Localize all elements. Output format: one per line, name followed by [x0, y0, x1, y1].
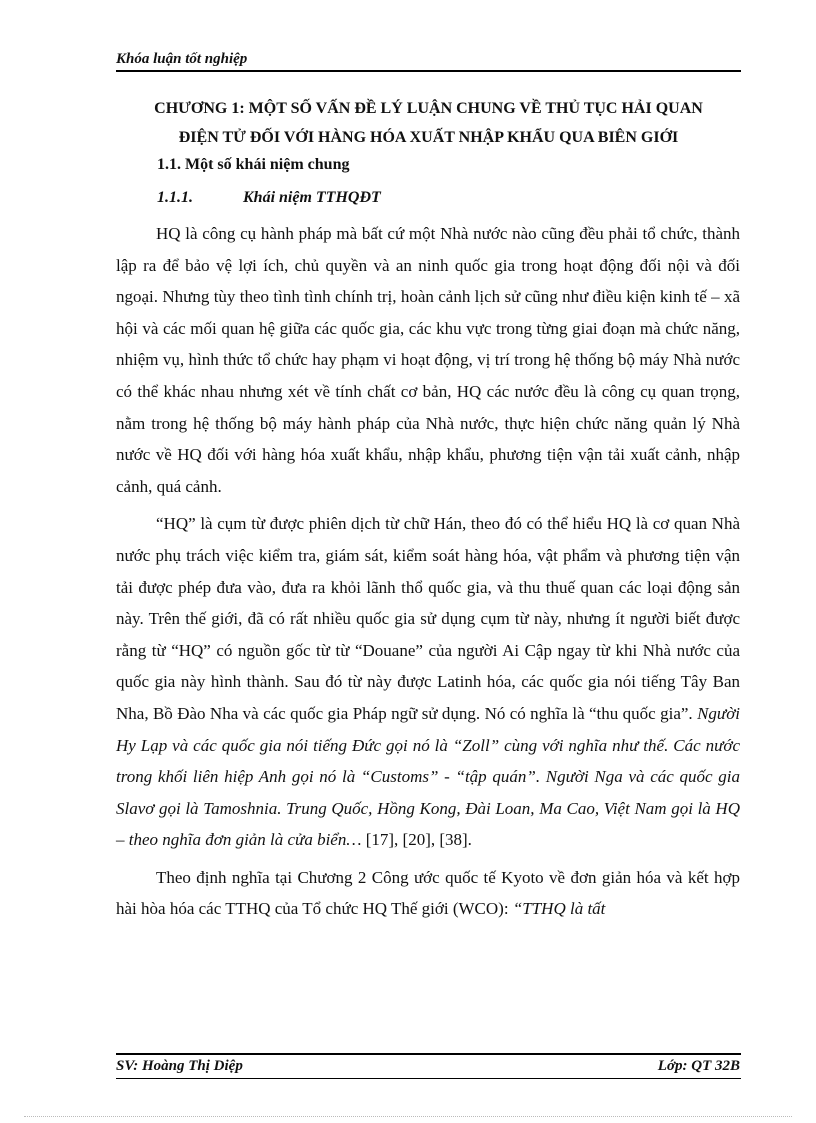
paragraph-3: [116, 862, 740, 925]
footer-class: Lớp: QT 32B: [657, 1058, 740, 1074]
footer-student: SV: Hoàng Thị Diệp: [116, 1058, 243, 1074]
page-bottom-dotted-line: [24, 1116, 792, 1117]
subsection-heading: [157, 189, 381, 207]
paragraph-3-text: Theo định nghĩa tại Chương 2 Công ước quốc tế Kyoto về đơn giản hóa và kết hợp hài hòa hóa các TTHQ của Tổ chức HQ Thế giới (WCO):: [116, 867, 740, 919]
paragraph-3-italic-text: “TTHQ là tất: [512, 899, 606, 919]
header-title: Khóa luận tốt nghiệp: [116, 51, 248, 67]
paragraph-1: HQ là công cụ hành pháp mà bất cứ một Nhà nước nào cũng đều phải tổ chức, thành lập ra để bảo vệ lợi ích, chủ quyền và an ninh quốc gia trong hoạt động đối nội và đối ngoại. Nhưng tùy theo tình tình chính trị, hoàn cảnh lịch sử cũng như điều kiện kinh tế – xã hội và các mối quan hệ giữa các quốc gia, các khu vực trong từng giai đoạn mà chức năng, nhiệm vụ, hình thức tổ chức hay phạm vi hoạt động, vị trí trong hệ thống bộ máy Nhà nước có thể khác nhau nhưng xét về tính chất cơ bản, HQ các nước đều là công cụ quan trọng, nằm trong hệ thống bộ máy hành pháp của Nhà nước, thực hiện chức năng quản lý Nhà nước về HQ đối với hàng hóa xuất khẩu, nhập khẩu, phương tiện vận tải xuất cảnh, nhập cảnh, quá cảnh.: [116, 224, 740, 496]
footer-rule: [116, 1053, 741, 1055]
page-footer: [116, 1058, 740, 1075]
chapter-title-line-2: ĐIỆN TỬ ĐỐI VỚI HÀNG HÓA XUẤT NHẬP KHẨU QUA BIÊN GIỚI: [178, 129, 679, 146]
paragraph-2-italic-text: Người Hy Lạp và các quốc gia nói tiếng Đức gọi nó là “Zoll” cùng với nghĩa như thế. Các nước trong khối liên hiệp Anh gọi nó là “Customs” - “tập quán”. Người Nga và các quốc gia Slavơ gọi là Tamoshnia. Trung Quốc, Hồng Kong, Đài Loan, Ma Cao, Việt Nam gọi là HQ – theo nghĩa đơn giản là cửa biển…: [116, 703, 741, 850]
chapter-title: [116, 94, 741, 152]
section-heading: 1.1. Một số khái niệm chung: [157, 156, 350, 173]
chapter-title-line-1: CHƯƠNG 1: MỘT SỐ VẤN ĐỀ LÝ LUẬN CHUNG VỀ THỦ TỤC HẢI QUAN: [154, 100, 703, 117]
subsection-number: 1.1.1.: [157, 189, 193, 206]
page-header: [116, 50, 740, 68]
paragraph-2: [116, 508, 740, 856]
header-rule: [116, 70, 741, 72]
body-text: [116, 218, 740, 925]
paragraph-2-references: [17], [20], [38].: [365, 830, 472, 850]
footer-bottom-rule: [116, 1078, 741, 1079]
paragraph-2-text: “HQ” là cụm từ được phiên dịch từ chữ Hán, theo đó có thể hiểu HQ là cơ quan Nhà nước phụ trách việc kiểm tra, giám sát, kiểm soát hàng hóa, vật phẩm và phương tiện vận tải được phép đưa vào, đưa ra khỏi lãnh thổ quốc gia, và thu thuế quan các loại động sản này. Trên thế giới, đã có rất nhiều quốc gia sử dụng cụm từ này, nhưng ít người biết được rằng từ “HQ” có nguồn gốc từ từ “Douane” của người Ai Cập ngay từ khi Nhà nước của quốc gia này hình thành. Sau đó từ này được Latinh hóa, các quốc gia nói tiếng Tây Ban Nha, Bồ Đào Nha và các quốc gia Pháp ngữ sử dụng. Nó có nghĩa là “thu quốc gia”.: [116, 514, 740, 723]
subsection-title: Khái niệm TTHQĐT: [243, 189, 381, 206]
